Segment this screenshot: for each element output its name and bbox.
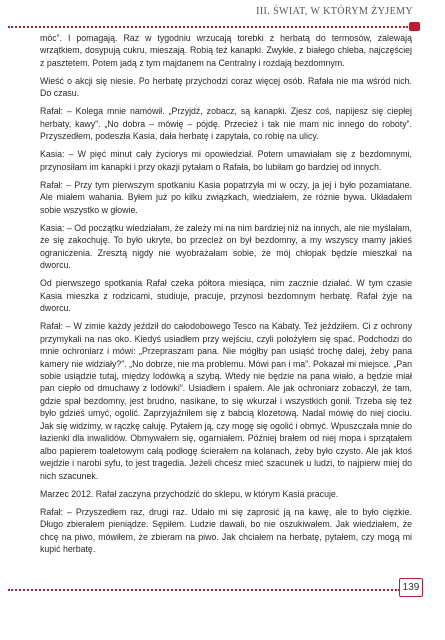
body-text	[40, 32, 412, 561]
paragraph: Marzec 2012. Rafał zaczyna przychodzić do sklepu, w którym Kasia pracuje.	[40, 488, 339, 499]
paragraph: Rafał: – Przyszedłem raz, drugi raz. Udało mi się zaprosić ją na kawę, ale to było ciężkie. Długo zbierałem pieniądze. Sępiłem. Ludzie dawali, bo nie oszukiwałem. Jak wiedziałem, że chcę na piwo, mówiłem, że zbieram na piwo. Jak chciałem na herbatę, pytałem, czy mogą mi kupić herbatę.	[40, 506, 412, 555]
paragraph: Rafał: – W zimie każdy jeździł do całodobowego Tesco na Kabaty. Też jeździłem. Ci z ochrony przymykali na nas oko. Kiedyś usiadłem przy wejściu, czyli położyłem się spać. Podchodzi do mnie ochroniarz i mówi: „Przepraszam pana. Nie mógłby pan usiąść trochę dalej, żeby pana kamery nie widziały?”. „No dobrze, nie ma problemu. Mówi pan i ma”. Pokazał mi miejsce. „Pan sobie usiądzie tutaj, między lodówką a szybą. Wtedy nie będzie na pana wiało, a będzie miał pan ciepło od dmuchawy z lodówki”. Usiadłem i spałem. Ale jak ochroniarz zobaczył, że tam, gdzie spał bezdomny, jest brudno, nasikane, to się wkurzał i wszystkich gonił. Trzeba się też było gdzieś umyć, ogolić. Zaprzyjaźniłem się z babcią klozetową. Nadal mówię do niej ciociu. Jak się widzimy, w rączkę całuję. Pytałem ją, czy mogę się ogolić i obmyć. Wpuszczała mnie do łazienki dla inwalidów. Obmywałem się, ogarniałem. Później brałem od niej mopa i sprzątałem albo papierem toaletowym całą podłogę ścierałem na kolanach, żeby było czysto. Ale jak ktoś wejdzie i narobi syfu, to jest tragedia. Jeżeli chcesz mieć szacunek u ludzi, to najpierw miej do nich szacunek.	[40, 321, 412, 481]
paragraph: móc”. I pomagają. Raz w tygodniu wrzucają torebki z herbatą do termosów, zalewają wrzątkiem, dosypują cukru, mieszają. Robią też kanapki. Zwykłe, z białego chleba, najczęściej z pasztetem. Potem jadą z tym majdanem na Centralny i rozdają bezdomnym.	[40, 33, 412, 68]
footer-dotted-rule	[8, 589, 400, 591]
paragraph: Od pierwszego spotkania Rafał czeka półtora miesiąca, nim zacznie działać. W tym czasie Kasia mieszka z rodzicami, studiuje, pracuje, przynosi bezdomnym herbatę. Rafał żyje na dworcu.	[40, 278, 412, 314]
header-accent-marker	[409, 22, 420, 31]
header-dotted-rule	[8, 26, 408, 28]
paragraph: Rafał: – Przy tym pierwszym spotkaniu Kasia popatrzyła mi w oczy, ja jej i było pozamiatane. Ale miałem wahania. Byłem już po kilku związkach, wiedziałem, że różnie bywa. Układałem sobie wszystko w głowie.	[40, 179, 412, 215]
paragraph: Kasia: – W pięć minut cały życiorys mi opowiedział. Potem umawiałam się z bezdomnymi, przynosiłam im kanapki i przy okazji pytałam o Rafała, bo lubiłam go bardziej od innych.	[40, 149, 412, 172]
running-header: III. ŚWIAT, W KTÓRYM ŻYJEMY	[256, 6, 413, 17]
paragraph: Rafał: – Kolega mnie namówił. „Przyjdź, zobacz, są kanapki. Zjesz coś, napijesz się ciepłej herbaty, kawy”. „No dobra – mówię – pójdę. Przecież i tak nie mam nic innego do roboty”. Przyszedłem, podeszła Kasia, dała herbatę i zapytała, co robię na ulicy.	[40, 106, 412, 142]
paragraph: Kasia: – Od początku wiedziałam, że zależy mi na nim bardziej niż na innych, ale nie myślałam, że się zakochuję. To było ukryte, bo przecież on był bezdomny, a my wszyscy mamy jakieś ograniczenia. Zresztą nigdy nie wyobrażałam sobie, że mój chłopak będzie mieszkał na dworcu.	[40, 222, 412, 271]
page-number: 139	[399, 578, 423, 597]
paragraph: Wieść o akcji się niesie. Po herbatę przychodzi coraz więcej osób. Rafała nie ma wśród nich. Do czasu.	[40, 75, 412, 99]
